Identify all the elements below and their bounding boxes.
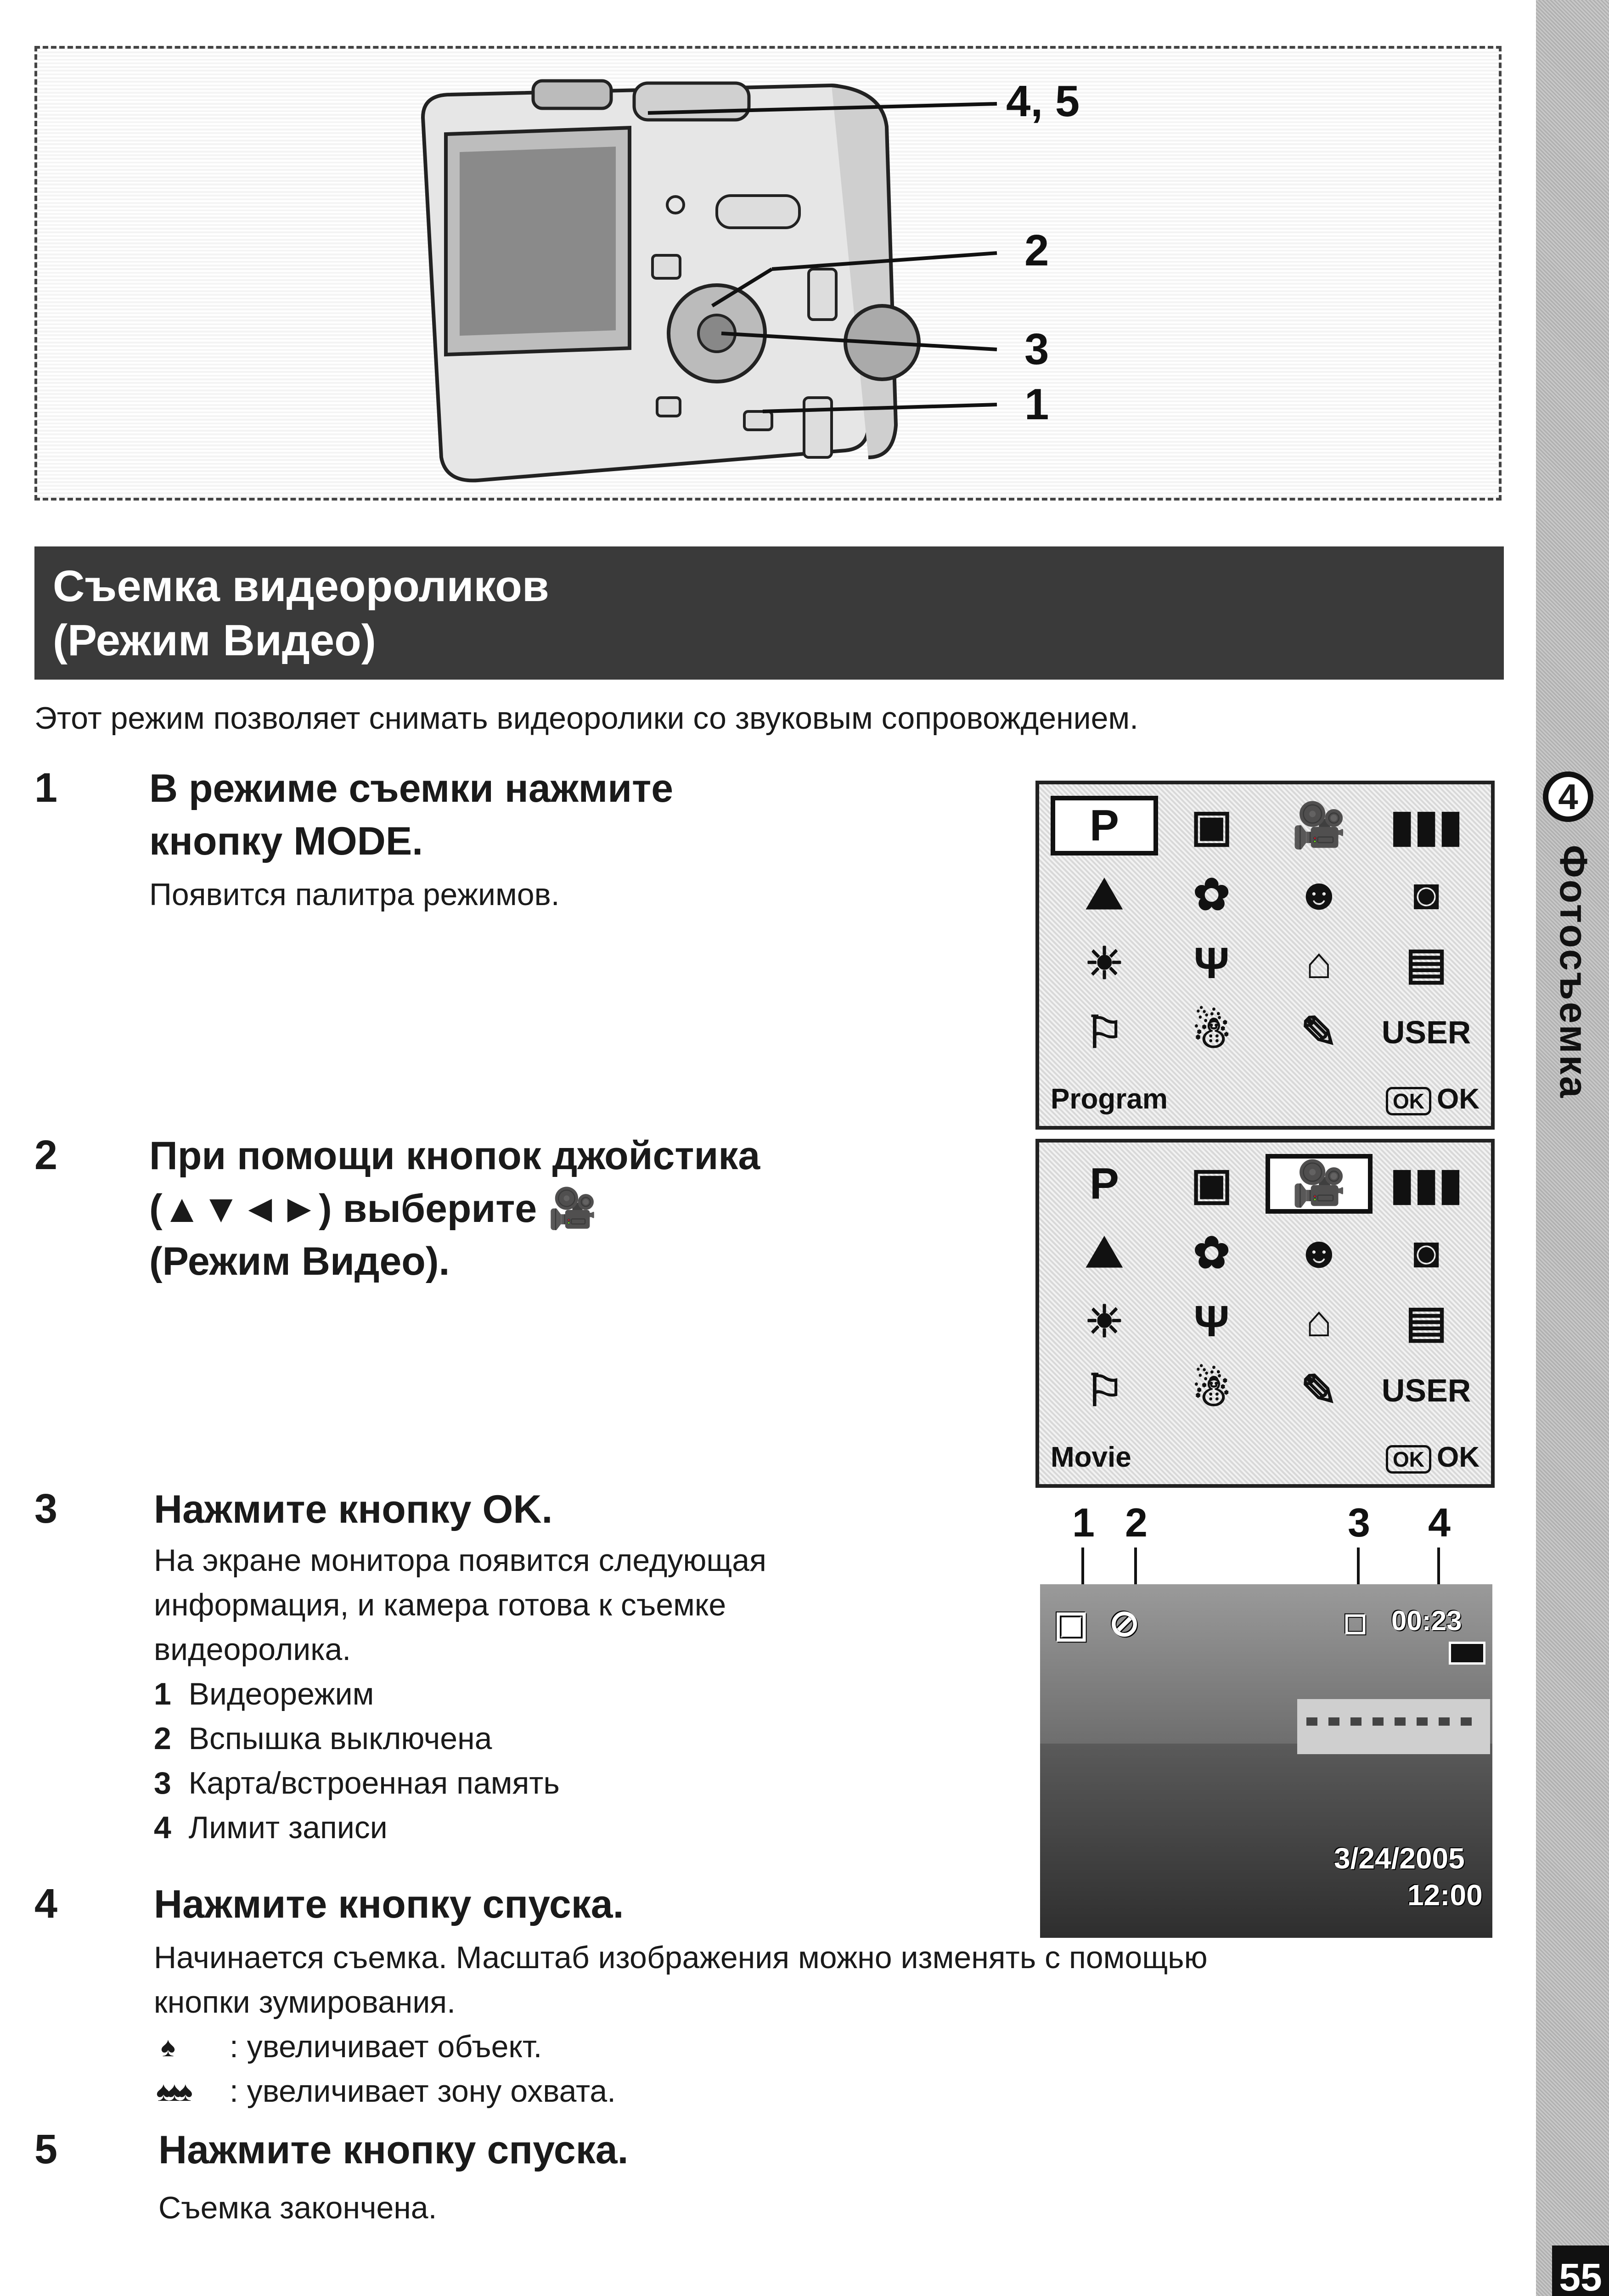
section-title-line2: (Режим Видео) xyxy=(53,616,376,665)
text-mode-icon[interactable]: ▤ xyxy=(1405,1297,1447,1346)
palette-mode-label: Program xyxy=(1051,1083,1168,1115)
ok-button-icon: OK xyxy=(1386,1445,1431,1474)
step-5-body: Съемка закончена. xyxy=(158,2190,437,2225)
step-4-number: 4 xyxy=(34,1881,58,1927)
chapter-number-badge: 4 xyxy=(1543,771,1593,822)
portrait-mode-icon[interactable]: ☻ xyxy=(1295,1228,1342,1277)
ok-label: OK xyxy=(1437,1083,1480,1115)
ok-button-icon: OK xyxy=(1386,1087,1431,1115)
battery-icon xyxy=(1449,1642,1485,1665)
portrait-mode-icon[interactable]: ☻ xyxy=(1295,870,1342,919)
self-portrait-mode-icon[interactable]: ◙ xyxy=(1413,1228,1440,1277)
palette-mode-label: Movie xyxy=(1051,1441,1131,1473)
step-3-number: 3 xyxy=(34,1486,58,1532)
list-item: 3 Карта/встроенная память xyxy=(154,1766,560,1801)
program-mode-icon[interactable]: P xyxy=(1089,1159,1119,1208)
flower-mode-icon[interactable]: ✿ xyxy=(1193,870,1230,919)
step-2-title: При помощи кнопок джойстика (▲▼◄►) выберите 🎥 (Режим Видео). xyxy=(149,1134,760,1283)
food-mode-icon[interactable]: Ψ xyxy=(1193,939,1230,988)
frame-composite-mode-icon[interactable]: ✎ xyxy=(1300,1008,1338,1057)
preview-label-2: 2 xyxy=(1125,1500,1148,1545)
callout-2: 2 xyxy=(1024,226,1049,275)
date-stamp: 3/24/2005 xyxy=(1334,1842,1465,1875)
flash-off-icon: ⊘ xyxy=(1109,1603,1140,1643)
preview-label-1: 1 xyxy=(1072,1500,1095,1545)
list-item: 1 Видеорежим xyxy=(154,1677,374,1711)
camera-figure xyxy=(34,46,1502,501)
step-5-number: 5 xyxy=(34,2127,58,2172)
text-mode-icon[interactable]: ▤ xyxy=(1405,939,1447,988)
time-stamp: 12:00 xyxy=(1407,1879,1483,1912)
callout-4-5: 4, 5 xyxy=(1006,77,1080,126)
step-1-number: 1 xyxy=(34,765,58,811)
mode-icon-grid xyxy=(1051,1154,1480,1420)
sunset-mode-icon[interactable]: ☀ xyxy=(1084,1297,1124,1346)
movie-mode-icon[interactable]: 🎥 xyxy=(1266,1154,1373,1214)
section-title-line1: Съемка видеороликов xyxy=(53,562,549,611)
callout-1: 1 xyxy=(1024,380,1049,429)
picture-mode-icon[interactable]: ▣ xyxy=(1191,1159,1232,1209)
sport-mode-icon[interactable]: ⚐ xyxy=(1084,1366,1124,1415)
ok-label: OK xyxy=(1437,1441,1480,1473)
palette-footer xyxy=(1051,1438,1480,1476)
list-item: 2 Вспышка выключена xyxy=(154,1721,492,1756)
memory-card-icon: ◻ xyxy=(1343,1605,1368,1638)
step-1-body: Появится палитра режимов. xyxy=(149,877,560,912)
step-4-title: Нажмите кнопку спуска. xyxy=(154,1882,624,1926)
camera-illustration xyxy=(37,49,1497,496)
snow-mode-icon[interactable]: ☃ xyxy=(1192,1008,1232,1057)
program-mode-icon[interactable]: P xyxy=(1051,796,1158,855)
flower-mode-icon[interactable]: ✿ xyxy=(1193,1228,1230,1277)
building-scene xyxy=(1297,1699,1490,1754)
step-1-title: В режиме съемки нажмите кнопку MODE. xyxy=(149,766,674,863)
step-3-title: Нажмите кнопку OK. xyxy=(154,1487,553,1531)
food-mode-icon[interactable]: Ψ xyxy=(1193,1297,1230,1346)
movie-mode-icon[interactable]: 🎥 xyxy=(1291,801,1347,850)
frame-composite-mode-icon[interactable]: ✎ xyxy=(1300,1366,1338,1415)
movie-mode-icon: ▣ xyxy=(1054,1604,1089,1644)
user-mode-icon[interactable]: USER xyxy=(1381,1373,1471,1408)
sunset-mode-icon[interactable]: ☀ xyxy=(1084,939,1124,988)
mode-palette-program xyxy=(1035,781,1495,1130)
preview-label-3: 3 xyxy=(1348,1500,1370,1545)
mode-icon-grid xyxy=(1051,796,1480,1062)
step-2-number: 2 xyxy=(34,1132,58,1178)
section-heading xyxy=(34,546,1504,680)
landscape-mode-icon[interactable]: ⛰ xyxy=(1086,1227,1123,1277)
self-portrait-mode-icon[interactable]: ◙ xyxy=(1413,870,1440,919)
list-item: 4 Лимит записи xyxy=(154,1810,388,1845)
palette-footer xyxy=(1051,1080,1480,1118)
step-5-title: Нажмите кнопку спуска. xyxy=(158,2128,629,2172)
recording-time-left: 00:23 xyxy=(1391,1605,1462,1636)
sport-mode-icon[interactable]: ⚐ xyxy=(1084,1008,1124,1057)
panorama-mode-icon[interactable]: ▮▮▮ xyxy=(1390,1159,1463,1209)
snow-mode-icon[interactable]: ☃ xyxy=(1192,1366,1232,1415)
page-number: 55 xyxy=(1552,2245,1609,2296)
pet-mode-icon[interactable]: ⌂ xyxy=(1305,1297,1333,1346)
zoom-wide-icon: ♠♠♠ xyxy=(156,2076,189,2107)
mode-palette-movie xyxy=(1035,1139,1495,1488)
step-3-body: На экране монитора появится следующая информация, и камера готова к съемке видеоролика. 1 Видеорежим 2 Вспышка выключена 3 Карта/встроенная память 4 Лимит записи xyxy=(154,1538,766,1850)
landscape-mode-icon[interactable]: ⛰ xyxy=(1086,869,1123,918)
preview-label-4: 4 xyxy=(1428,1500,1451,1545)
zoom-tele-icon: ♠ xyxy=(161,2032,175,2062)
step-4-body: Начинается съемка. Масштаб изображения можно изменять с помощью кнопки зумирования. ♠ : увеличивает объект. ♠♠♠ : увеличивает зону охвата. xyxy=(154,1936,1208,2114)
callout-3: 3 xyxy=(1024,325,1049,374)
user-mode-icon[interactable]: USER xyxy=(1381,1014,1471,1050)
picture-mode-icon[interactable]: ▣ xyxy=(1191,801,1232,850)
section-intro: Этот режим позволяет снимать видеоролики со звуковым сопровождением. xyxy=(34,701,1139,736)
panorama-mode-icon[interactable]: ▮▮▮ xyxy=(1390,801,1463,850)
chapter-title: Фотосъемка xyxy=(1552,845,1595,1100)
pet-mode-icon[interactable]: ⌂ xyxy=(1305,939,1333,988)
monitor-preview xyxy=(1040,1584,1492,1938)
